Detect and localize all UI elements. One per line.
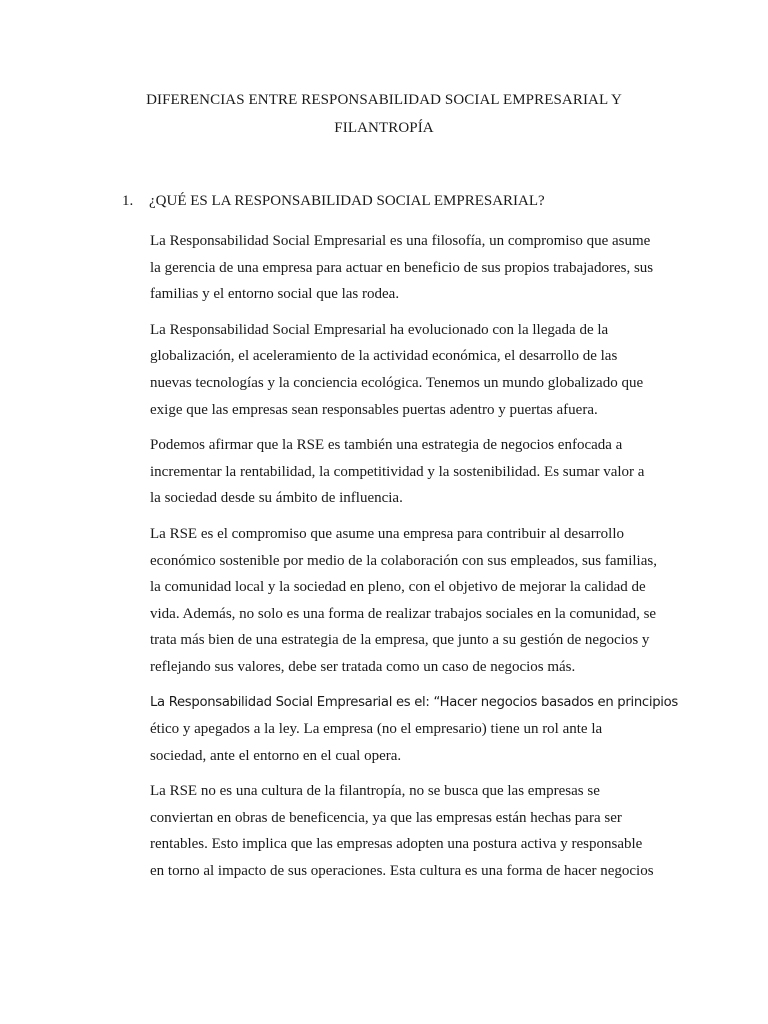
paragraph-line: rentables. Esto implica que las empresas adopten una postura activa y responsable bbox=[150, 836, 643, 853]
paragraph-line: la gerencia de una empresa para actuar en beneficio de sus propios trabajadores, sus bbox=[150, 259, 654, 276]
paragraph-3 bbox=[150, 432, 662, 512]
paragraph-line: La Responsabilidad Social Empresarial ha evolucionado con la llegada de la bbox=[150, 321, 609, 338]
paragraph-6 bbox=[150, 778, 662, 884]
paragraph-line: conviertan en obras de beneficencia, ya que las empresas están hechas para ser bbox=[150, 809, 622, 826]
paragraph-line: ético y apegados a la ley. La empresa (no el empresario) tiene un rol ante la bbox=[150, 721, 603, 738]
paragraph-line: sociedad, ante el entorno en el cual opera. bbox=[150, 747, 402, 764]
document-title-line-2-text: FILANTROPÍA bbox=[334, 120, 434, 136]
paragraph-2 bbox=[150, 317, 662, 423]
paragraph-line: La RSE es el compromiso que asume una empresa para contribuir al desarrollo bbox=[150, 525, 625, 542]
paragraph-line: la comunidad local y la sociedad en pleno, con el objetivo de mejorar la calidad de bbox=[150, 579, 646, 596]
paragraph-line: económico sostenible por medio de la colaboración con sus empleados, sus familias, bbox=[150, 552, 657, 569]
section-heading bbox=[122, 193, 545, 210]
body-content bbox=[150, 228, 678, 894]
document-title-line-1: DIFERENCIAS ENTRE RESPONSABILIDAD SOCIAL EMPRESARIAL Y bbox=[146, 92, 622, 108]
section-number: 1. bbox=[122, 193, 134, 209]
paragraph-5 bbox=[150, 690, 678, 770]
paragraph-line: la sociedad desde su ámbito de influencia. bbox=[150, 490, 403, 507]
paragraph-line: La Responsabilidad Social Empresarial es el: “Hacer negocios basados en principios bbox=[150, 694, 678, 710]
paragraph-line: incrementar la rentabilidad, la competitividad y la sostenibilidad. Es sumar valor a bbox=[150, 463, 645, 480]
paragraph-4 bbox=[150, 521, 662, 681]
paragraph-line: reflejando sus valores, debe ser tratada como un caso de negocios más. bbox=[150, 658, 576, 675]
paragraph-line: globalización, el aceleramiento de la actividad económica, el desarrollo de las bbox=[150, 348, 618, 365]
paragraph-line: familias y el entorno social que las rodea. bbox=[150, 286, 400, 303]
paragraph-line: vida. Además, no solo es una forma de realizar trabajos sociales en la comunidad, se bbox=[150, 605, 657, 622]
document-title-line-2 bbox=[0, 120, 768, 137]
paragraph-line: exige que las empresas sean responsables puertas adentro y puertas afuera. bbox=[150, 401, 598, 418]
section-heading-text: ¿QUÉ ES LA RESPONSABILIDAD SOCIAL EMPRESARIAL? bbox=[149, 193, 545, 209]
paragraph-line: en torno al impacto de sus operaciones. Esta cultura es una forma de hacer negocios bbox=[150, 863, 654, 880]
paragraph-line: La RSE no es una cultura de la filantropía, no se busca que las empresas se bbox=[150, 783, 600, 800]
paragraph-line: nuevas tecnologías y la conciencia ecológica. Tenemos un mundo globalizado que bbox=[150, 374, 644, 391]
paragraph-1 bbox=[150, 228, 662, 308]
paragraph-line: La Responsabilidad Social Empresarial es una filosofía, un compromiso que asume bbox=[150, 233, 651, 249]
paragraph-line: trata más bien de una estrategia de la empresa, que junto a su gestión de negocios y bbox=[150, 632, 650, 649]
paragraph-line: Podemos afirmar que la RSE es también una estrategia de negocios enfocada a bbox=[150, 437, 623, 454]
